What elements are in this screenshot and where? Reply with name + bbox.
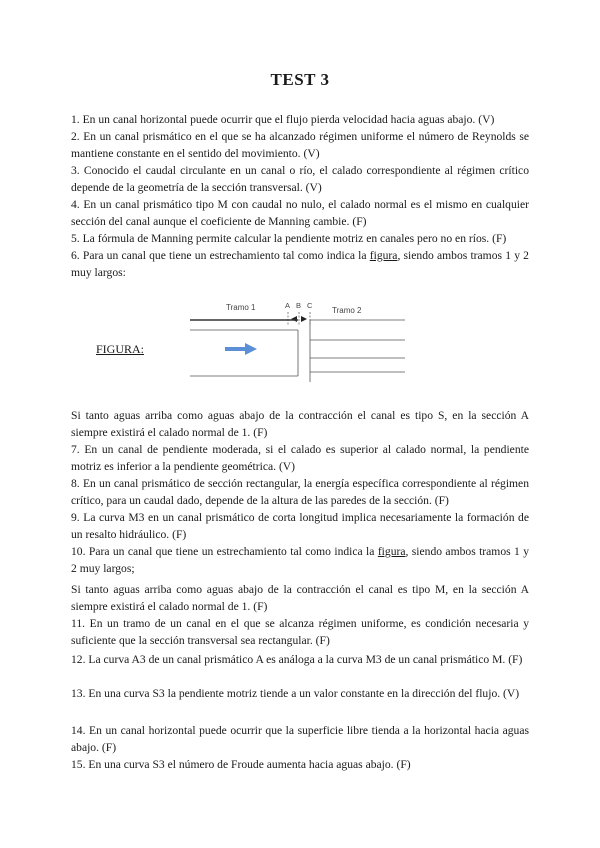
question-3: 3. Conocido el caudal circulante en un canal o río, el calado correspondiente al régimen crítico depende de la geometría de la sección transversal. (V): [71, 164, 529, 194]
figure-link[interactable]: figura: [369, 249, 398, 262]
question-13: 13. En una curva S3 la pendiente motriz tiende a un valor constante en la dirección del flujo. (V): [71, 687, 520, 700]
question-1: 1. En un canal horizontal puede ocurrir que el flujo pierda velocidad hacia aguas abajo. (V): [71, 113, 495, 126]
question-4: 4. En un canal prismático tipo M con caudal no nulo, el calado normal es el mismo en cualquier sección del canal aunque el coeficiente de Manning cambie. (F): [71, 198, 529, 228]
contraction-arrow-left: [291, 316, 297, 322]
question-15: 15. En una curva S3 el número de Froude aumenta hacia aguas abajo. (F): [71, 758, 411, 771]
question-7: 7. En un canal de pendiente moderada, si el calado es superior al calado normal, la pendiente motriz es inferior a la pendiente geométrica. (V): [71, 443, 529, 473]
question-10: [71, 544, 529, 578]
section-c-label: C: [307, 301, 313, 310]
channel-figure: [80, 296, 420, 391]
figure-link-2[interactable]: figura: [377, 545, 406, 558]
question-8: 8. En un canal prismático de sección rectangular, la energía específica correspondiente al régimen crítico, para un caudal dado, depende de la altura de las paredes de la sección. (F): [71, 477, 529, 507]
contraction-arrow-right: [301, 316, 307, 322]
question-6-suffix: , siendo ambos tramos 1 y 2 muy largos:: [71, 249, 529, 279]
question-6-answer: Si tanto aguas arriba como aguas abajo de la contracción el canal es tipo S, en la sección A siempre existirá el calado normal de 1. (F): [71, 409, 529, 439]
section-b-label: B: [296, 301, 302, 310]
question-11: 11. En un tramo de un canal en el que se alcanza régimen uniforme, es condición necesaria y suficiente que la sección transversal sea rectangular. (F): [71, 617, 529, 647]
question-6: [71, 248, 529, 282]
question-14: 14. En un canal horizontal puede ocurrir que la superficie libre tienda a la horizontal hacia aguas abajo. (F): [71, 724, 529, 754]
question-12: 12. La curva A3 de un canal prismático A es análoga a la curva M3 de un canal prismático M. (F): [71, 653, 523, 666]
flow-arrow-icon: [245, 343, 257, 355]
figure-label: FIGURA:: [96, 342, 145, 356]
section-a-label: A: [285, 301, 291, 310]
tramo-2-label: Tramo 2: [332, 306, 362, 315]
question-10-suffix: , siendo ambos tramos 1 y 2 muy largos;: [71, 545, 529, 575]
flow-arrow-shaft: [225, 347, 247, 351]
question-6-prefix: 6. Para un canal que tiene un estrechamiento tal como indica la: [71, 249, 370, 262]
question-9: 9. La curva M3 en un canal prismático de corta longitud implica necesariamente la formación de un resalto hidráulico. (F): [71, 511, 529, 541]
question-10-prefix: 10. Para un canal que tiene un estrechamiento tal como indica la: [71, 545, 378, 558]
tramo-1-label: Tramo 1: [226, 303, 256, 312]
question-5: 5. La fórmula de Manning permite calcular la pendiente motriz en canales pero no en ríos. (F): [71, 232, 507, 245]
question-10-answer: Si tanto aguas arriba como aguas abajo de la contracción el canal es tipo M, en la sección A siempre existirá el calado normal de 1. (F): [71, 583, 529, 613]
question-2: 2. En un canal prismático en el que se ha alcanzado régimen uniforme el número de Reynolds se mantiene constante en el sentido del movimiento. (V): [71, 130, 529, 160]
page-title: TEST 3: [270, 70, 330, 89]
